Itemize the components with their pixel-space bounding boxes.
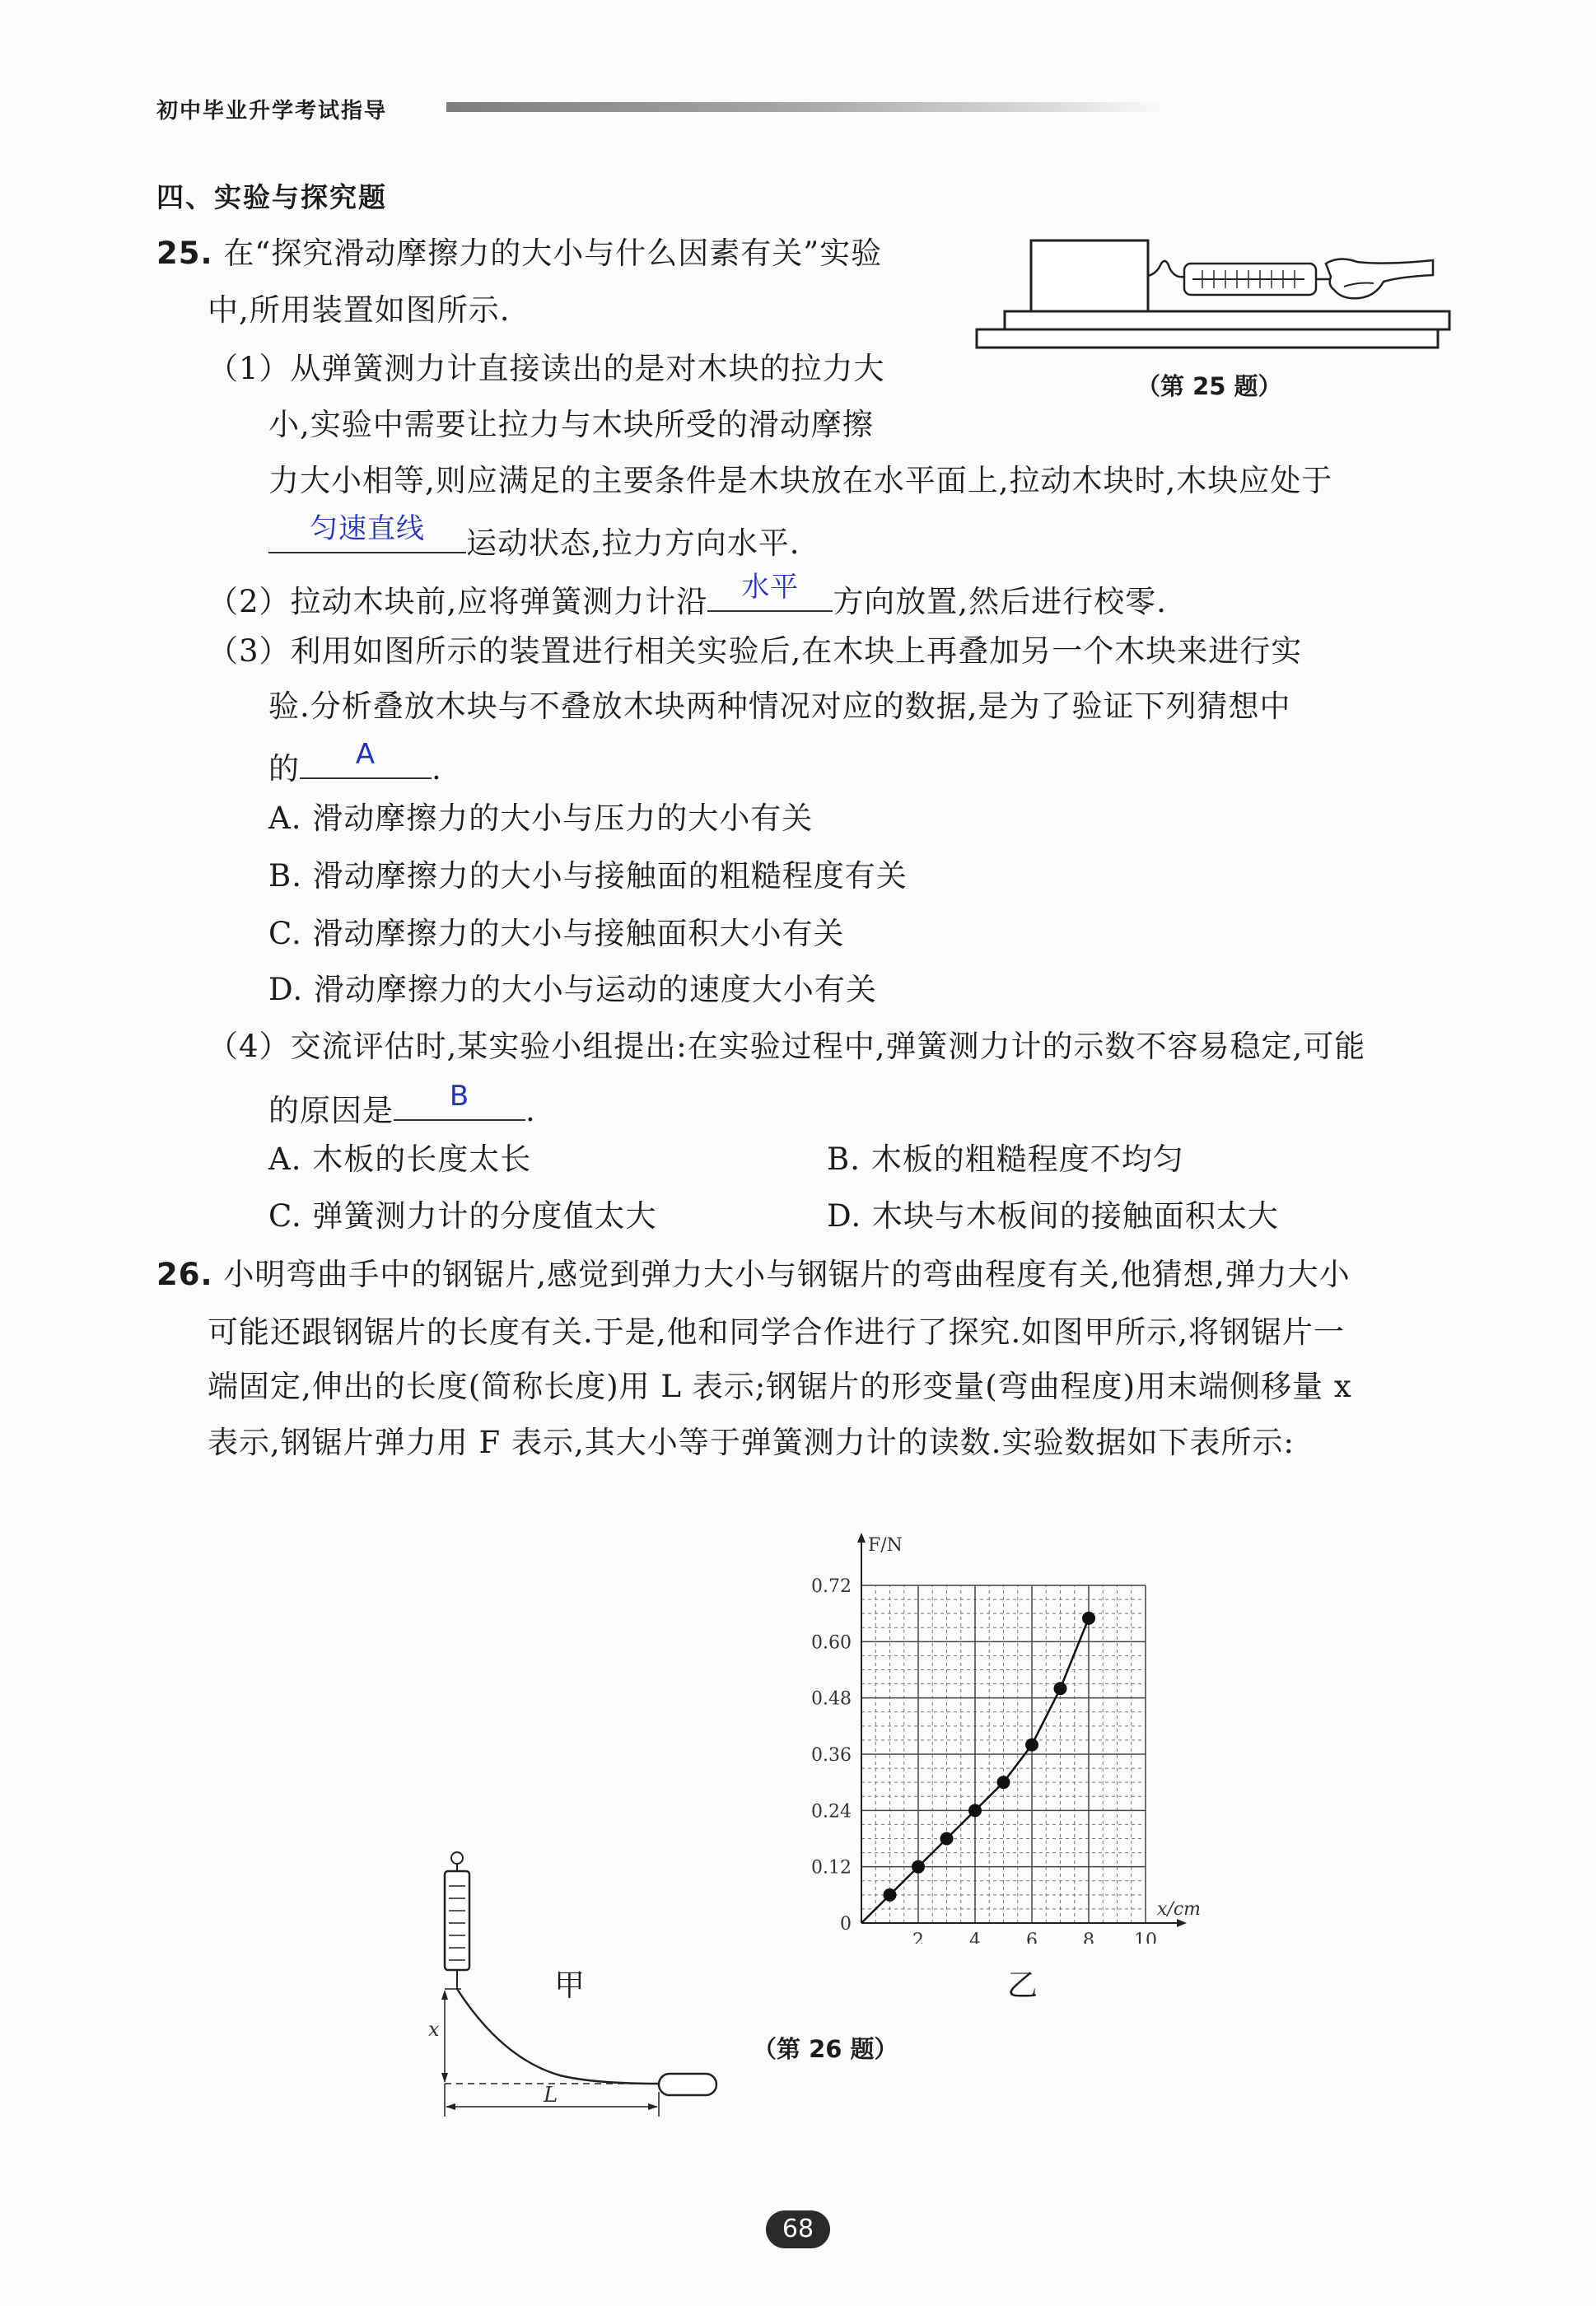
q25-p3-option: C. 滑动摩擦力的大小与接触面积大小有关 bbox=[268, 916, 845, 951]
q25-p4-option: A. 木板的长度太长 bbox=[268, 1141, 532, 1177]
q26-number: 26. bbox=[156, 1257, 213, 1292]
x-axis-arrow bbox=[1177, 1919, 1187, 1927]
q26-line3: 端固定,伸出的长度(简称长度)用 L 表示;钢锯片的形变量(弯曲程度)用末端侧移量 x bbox=[208, 1369, 1352, 1404]
q25-p4-option: C. 弹簧测力计的分度值太大 bbox=[268, 1198, 657, 1234]
q26-chart bbox=[791, 1515, 1235, 1947]
q25-p1-line3: 力大小相等,则应满足的主要条件是木块放在水平面上,拉动木块时,木块应处于 bbox=[268, 463, 1333, 498]
q25-p2-line bbox=[208, 571, 1167, 622]
fig-jia-x-label: x bbox=[428, 2018, 440, 2041]
y-tick-label: 0.12 bbox=[811, 1857, 852, 1879]
data-point bbox=[1025, 1739, 1038, 1752]
q25-p3-option: A. 滑动摩擦力的大小与压力的大小有关 bbox=[268, 801, 814, 836]
q25-p4-line1: （4）交流评估时,某实验小组提出:在实验过程中,弹簧测力计的示数不容易稳定,可能 bbox=[208, 1029, 1366, 1064]
data-point bbox=[940, 1832, 954, 1846]
q25-p4-option: B. 木板的粗糙程度不均匀 bbox=[827, 1141, 1184, 1177]
q26-line1 bbox=[156, 1255, 1351, 1295]
q25-p1-line1: （1）从弹簧测力计直接读出的是对木块的拉力大 bbox=[208, 351, 885, 386]
fig-jia-label: 甲 bbox=[554, 1968, 586, 2003]
q25-p3-answer: A bbox=[355, 738, 376, 771]
data-point bbox=[1054, 1682, 1067, 1695]
q25-p2-before: （2）拉动木块前,应将弹簧测力计沿 bbox=[208, 584, 708, 619]
page-number: 68 bbox=[766, 2210, 830, 2248]
y-tick-label: 0.36 bbox=[811, 1745, 852, 1766]
section-title: 四、实验与探究题 bbox=[156, 181, 387, 213]
q25-p1-blank bbox=[268, 512, 466, 553]
q26-line2: 可能还跟钢锯片的长度有关.于是,他和同学合作进行了探究.如图甲所示,将钢锯片一 bbox=[208, 1314, 1346, 1350]
q25-p1-line4 bbox=[268, 512, 800, 563]
q25-p2-blank bbox=[707, 571, 833, 612]
y-tick-label: 0.48 bbox=[811, 1688, 852, 1710]
q25-stem-line2: 中,所用装置如图所示. bbox=[208, 292, 511, 328]
data-point bbox=[968, 1804, 982, 1817]
y-axis-label: F/N bbox=[868, 1535, 903, 1556]
q25-stem-line1 bbox=[156, 234, 882, 273]
x-tick-label: 10 bbox=[1134, 1930, 1157, 1944]
data-point bbox=[912, 1860, 925, 1874]
q25-p4-line2 bbox=[268, 1080, 536, 1131]
q25-p4-blank bbox=[394, 1080, 525, 1121]
q25-stem-text1: 在“探究滑动摩擦力的大小与什么因素有关”实验 bbox=[223, 236, 883, 271]
q26-caption: （第 26 题） bbox=[753, 2035, 898, 2063]
q25-p4-after: . bbox=[525, 1093, 536, 1128]
q25-p3-line2: 验.分析叠放木块与不叠放木块两种情况对应的数据,是为了验证下列猜想中 bbox=[268, 689, 1291, 724]
x-tick-label: 8 bbox=[1083, 1930, 1094, 1944]
q25-p3-after: . bbox=[432, 751, 442, 787]
header-title: 初中毕业升学考试指导 bbox=[156, 99, 388, 124]
header-bar bbox=[446, 102, 1163, 112]
q25-apparatus-drawing bbox=[972, 222, 1458, 354]
q25-number: 25. bbox=[156, 236, 213, 271]
data-point bbox=[997, 1776, 1010, 1789]
q25-p4-before: 的原因是 bbox=[268, 1093, 394, 1128]
q25-p2-after: 方向放置,然后进行校零. bbox=[833, 584, 1167, 619]
x-tick-label: 6 bbox=[1026, 1930, 1038, 1944]
q25-p4-answer: B bbox=[449, 1080, 470, 1113]
origin-label: 0 bbox=[840, 1914, 852, 1935]
q25-figure-caption: （第 25 题） bbox=[1136, 372, 1282, 400]
q26-text1: 小明弯曲手中的钢锯片,感觉到弹力大小与钢锯片的弯曲程度有关,他猜想,弹力大小 bbox=[223, 1257, 1351, 1292]
x-tick-label: 4 bbox=[969, 1930, 981, 1944]
q25-p1-answer: 匀速直线 bbox=[310, 512, 425, 545]
q25-p3-before: 的 bbox=[268, 751, 300, 787]
q25-p3-option: B. 滑动摩擦力的大小与接触面的粗糙程度有关 bbox=[268, 858, 908, 894]
q25-p3-blank bbox=[300, 738, 432, 779]
y-tick-label: 0.72 bbox=[811, 1576, 852, 1597]
fig-jia-L-label: L bbox=[544, 2083, 558, 2108]
y-tick-label: 0.60 bbox=[811, 1632, 852, 1654]
q25-figure bbox=[972, 222, 1458, 357]
q25-p4-option: D. 木块与木板间的接触面积太大 bbox=[827, 1198, 1279, 1234]
q25-p1-line2: 小,实验中需要让拉力与木块所受的滑动摩擦 bbox=[268, 407, 874, 442]
y-tick-label: 0.24 bbox=[811, 1801, 852, 1823]
data-point bbox=[884, 1888, 897, 1902]
x-tick-label: 2 bbox=[912, 1930, 924, 1944]
q25-p3-line3 bbox=[268, 738, 442, 789]
q26-line4: 表示,钢锯片弹力用 F 表示,其大小等于弹簧测力计的读数.实验数据如下表所示: bbox=[208, 1425, 1295, 1460]
q25-p1-after: 运动状态,拉力方向水平. bbox=[466, 525, 800, 561]
data-point bbox=[1082, 1612, 1095, 1625]
q25-p2-answer: 水平 bbox=[741, 571, 800, 604]
f-x-chart bbox=[791, 1515, 1235, 1944]
fig-yi-label: 乙 bbox=[1007, 1968, 1038, 2003]
y-axis-arrow bbox=[857, 1533, 866, 1543]
x-axis-label: x/cm bbox=[1157, 1899, 1202, 1920]
q25-p3-line1: （3）利用如图所示的装置进行相关实验后,在木块上再叠加另一个木块来进行实 bbox=[208, 633, 1303, 669]
q25-p3-option: D. 滑动摩擦力的大小与运动的速度大小有关 bbox=[268, 972, 877, 1007]
